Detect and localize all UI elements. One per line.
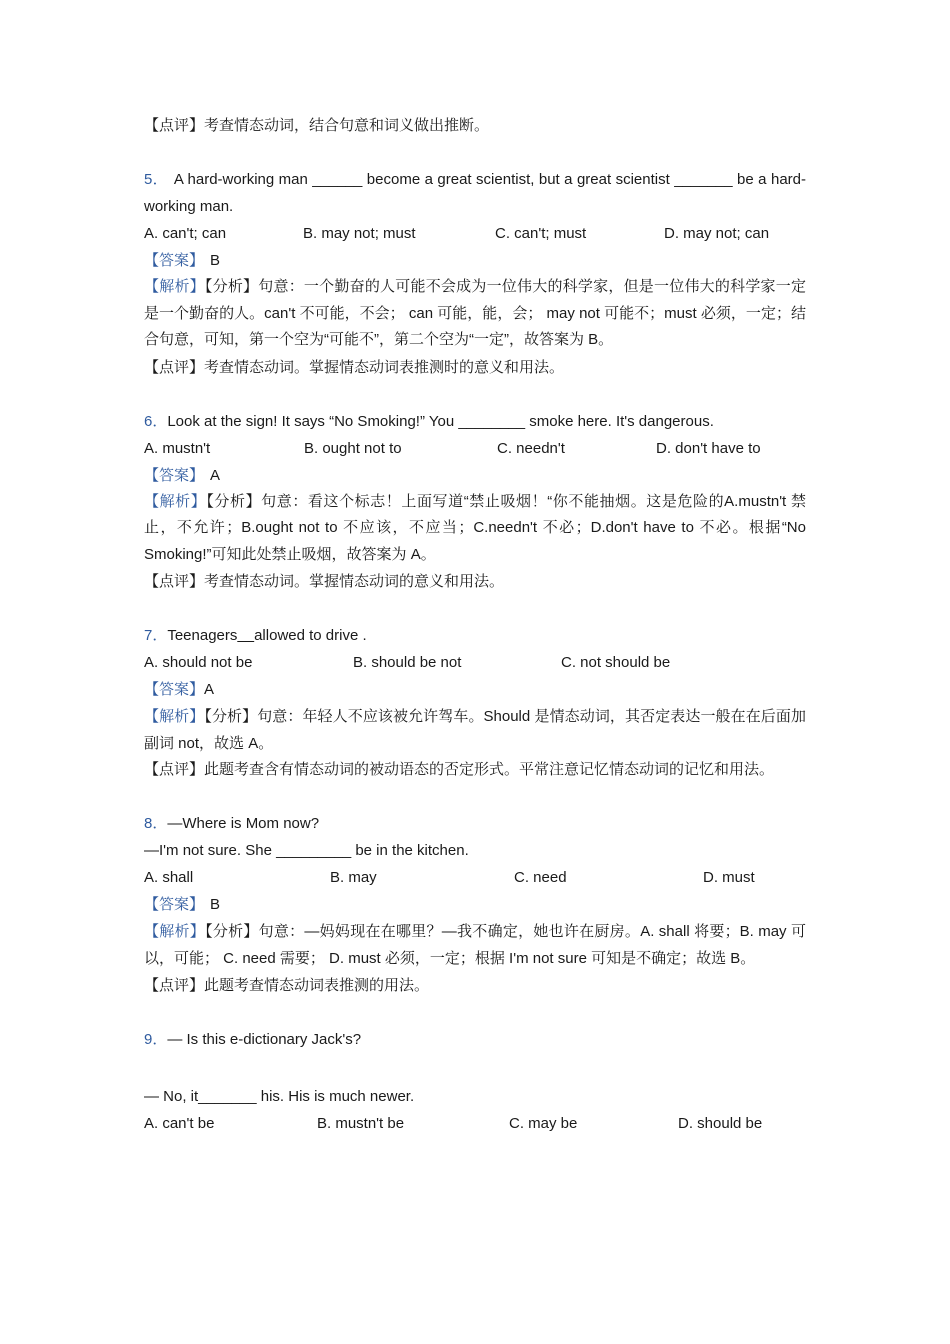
intro-comment: 【点评】考查情态动词，结合句意和词义做出推断。 (144, 117, 490, 134)
question-number: 6． (144, 412, 168, 430)
option-a: A. shall (144, 869, 194, 886)
analysis-text: 【分析】句意：看这个标志！上面写道“禁止吸烟！“你不能抽烟。这是危险的A.mustn't 禁止，不允许；B.ought not to 不应该，不应当；C.needn't 不必；D.don't have to 不必。根据“No Smoking!”可知此处禁止吸烟，故答案为 A。 (144, 492, 806, 563)
option-c: C. needn't (497, 439, 565, 457)
option-d: D. don't have to (656, 439, 761, 457)
answer-value: A (210, 466, 221, 484)
comment-line: 【点评】考查情态动词。掌握情态动词表推测时的意义和用法。 (144, 358, 565, 376)
comment-line: 【点评】此题考查情态动词表推测的用法。 (144, 977, 430, 994)
option-a: A. mustn't (144, 439, 211, 457)
option-b: B. may (330, 869, 377, 886)
answer-value: B (210, 252, 221, 269)
options-row (144, 649, 806, 676)
analysis-label: 【解析】 (144, 492, 207, 510)
option-b: B. ought not to (304, 439, 402, 457)
analysis-block (144, 703, 806, 757)
question-stem: A hard-working man ______ become a great scientist, but a great scientist _______ be a hard-working man. (144, 171, 806, 215)
comment-line: 【点评】考查情态动词。掌握情态动词的意义和用法。 (144, 573, 505, 590)
answer-line (144, 247, 806, 274)
analysis-block (144, 489, 806, 569)
answer-line (144, 462, 806, 489)
analysis-label: 【解析】 (144, 923, 206, 940)
question-stem: — Is this e-dictionary Jack's? (167, 1031, 362, 1048)
option-d: D. must (703, 869, 755, 886)
question-stem-after: allowed to drive . (254, 627, 367, 644)
question-number: 8． (144, 815, 168, 832)
answer-label: 【答案】 (144, 896, 205, 913)
comment-line: 【点评】此题考查含有情态动词的被动语态的否定形式。平常注意记忆情态动词的记忆和用法。 (144, 761, 775, 778)
question-5 (144, 166, 806, 381)
option-d: D. should be (678, 1115, 763, 1132)
options-row (144, 1110, 806, 1137)
question-stem-2: —I'm not sure. She _________ be in the kitchen. (144, 842, 469, 859)
analysis-text: 【分析】句意：—妈妈现在在哪里？—我不确定，她也许在厨房。A. shall 将要；B. may 可以，可能； C. need 需要； D. must 必须，一定；根据 I'm not sure 可知是不确定；故选 B。 (144, 923, 806, 967)
question-8 (144, 810, 806, 999)
question-blank: __ (237, 627, 255, 644)
answer-label: 【答案】 (144, 681, 205, 698)
question-stem-2: — No, it_______ his. His is much newer. (144, 1088, 415, 1105)
question-6 (144, 408, 806, 596)
question-9 (144, 1026, 806, 1137)
answer-label: 【答案】 (144, 252, 205, 269)
analysis-text: 【分析】句意：年轻人不应该被允许驾车。Should 是情态动词，其否定表达一般在在后面加副词 not，故选 A。 (144, 708, 806, 752)
options-row (144, 220, 806, 247)
analysis-label: 【解析】 (144, 278, 205, 295)
option-c: C. can't; must (495, 225, 587, 242)
page-content (144, 112, 806, 1137)
option-d: D. may not; can (664, 225, 770, 242)
analysis-block (144, 274, 806, 354)
analysis-block (144, 918, 806, 972)
answer-label: 【答案】 (144, 466, 205, 484)
option-c: C. need (514, 869, 567, 886)
option-a: A. can't be (144, 1115, 215, 1132)
question-number: 9． (144, 1031, 168, 1048)
answer-line (144, 676, 806, 703)
option-c: C. may be (509, 1115, 578, 1132)
question-number: 7． (144, 627, 168, 644)
options-row (144, 864, 806, 891)
question-stem: —Where is Mom now? (167, 815, 320, 832)
question-stem: Look at the sign! It says “No Smoking!” You ________ smoke here. It's dangerous. (167, 412, 714, 430)
option-a: A. should not be (144, 654, 253, 671)
answer-line (144, 891, 806, 918)
answer-value: B (210, 896, 221, 913)
analysis-label: 【解析】 (144, 708, 205, 725)
option-a: A. can't; can (144, 225, 227, 242)
analysis-text: 【分析】句意：一个勤奋的人可能不会成为一位伟大的科学家，但是一位伟大的科学家一定是一个勤奋的人。can't 不可能，不会； can 可能，能，会； may not 可能不；must 必须，一定；结合句意，可知，第一个空为“可能不”，第二个空为“一定”，故答案为 B。 (144, 278, 806, 348)
answer-value: A (204, 681, 215, 698)
option-b: B. should be not (353, 654, 462, 671)
option-c: C. not should be (561, 654, 671, 671)
options-row (144, 435, 806, 462)
question-stem-before: Teenagers (167, 627, 238, 644)
option-b: B. may not; must (303, 225, 416, 242)
option-b: B. mustn't be (317, 1115, 405, 1132)
question-7 (144, 622, 806, 783)
question-number: 5． (144, 171, 168, 188)
